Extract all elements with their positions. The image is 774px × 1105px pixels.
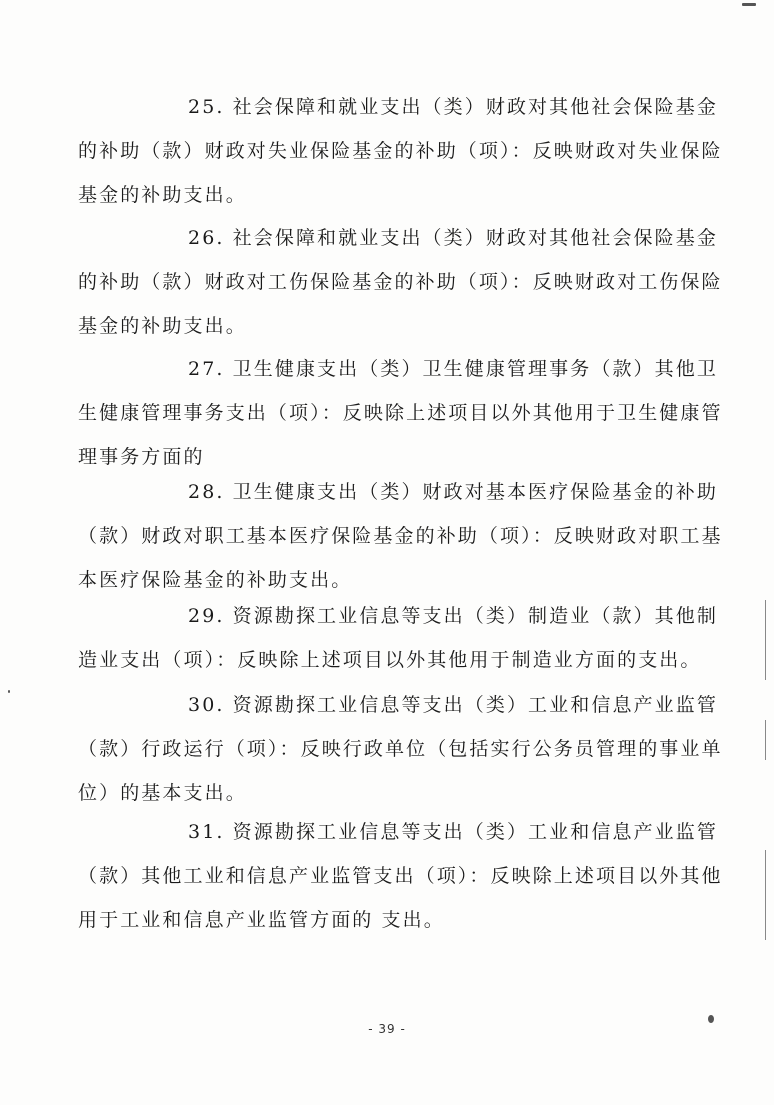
paragraph-item-27: 27. 卫生健康支出（类）卫生健康管理事务（款）其他卫生健康管理事务支出（项）：反映除上述项目以外其他用于卫生健康管理事务方面的	[78, 358, 723, 468]
scan-speck	[8, 690, 10, 693]
paragraph-item-31: 31. 资源勘探工业信息等支出（类）工业和信息产业监管（款）其他工业和信息产业监管支出（项）：反映除上述项目以外其他用于工业和信息产业监管方面的 支出。	[78, 821, 723, 931]
scan-edge-line	[765, 600, 766, 680]
scan-speck	[708, 1015, 714, 1023]
paragraph-item-28: 28. 卫生健康支出（类）财政对基本医疗保险基金的补助（款）财政对职工基本医疗保险基金的补助（项）：反映财政对职工基本医疗保险基金的补助支出。	[78, 481, 723, 591]
paragraph-item-30: 30. 资源勘探工业信息等支出（类）工业和信息产业监管（款）行政运行（项）：反映行政单位（包括实行公务员管理的事业单位）的基本支出。	[78, 694, 723, 804]
paragraph-item-29: 29. 资源勘探工业信息等支出（类）制造业（款）其他制造业支出（项）：反映除上述项目以外其他用于制造业方面的支出。	[78, 605, 718, 671]
scan-edge-line	[765, 850, 766, 940]
paragraph-item-26: 26. 社会保障和就业支出（类）财政对其他社会保险基金的补助（款）财政对工伤保险基金的补助（项）：反映财政对工伤保险基金的补助支出。	[78, 227, 723, 337]
paragraph-item-25: 25. 社会保障和就业支出（类）财政对其他社会保险基金的补助（款）财政对失业保险基金的补助（项）：反映财政对失业保险基金的补助支出。	[78, 96, 723, 206]
scan-edge-line	[765, 720, 766, 760]
scan-speck	[742, 3, 756, 6]
page-number: - 39 -	[368, 1022, 406, 1036]
